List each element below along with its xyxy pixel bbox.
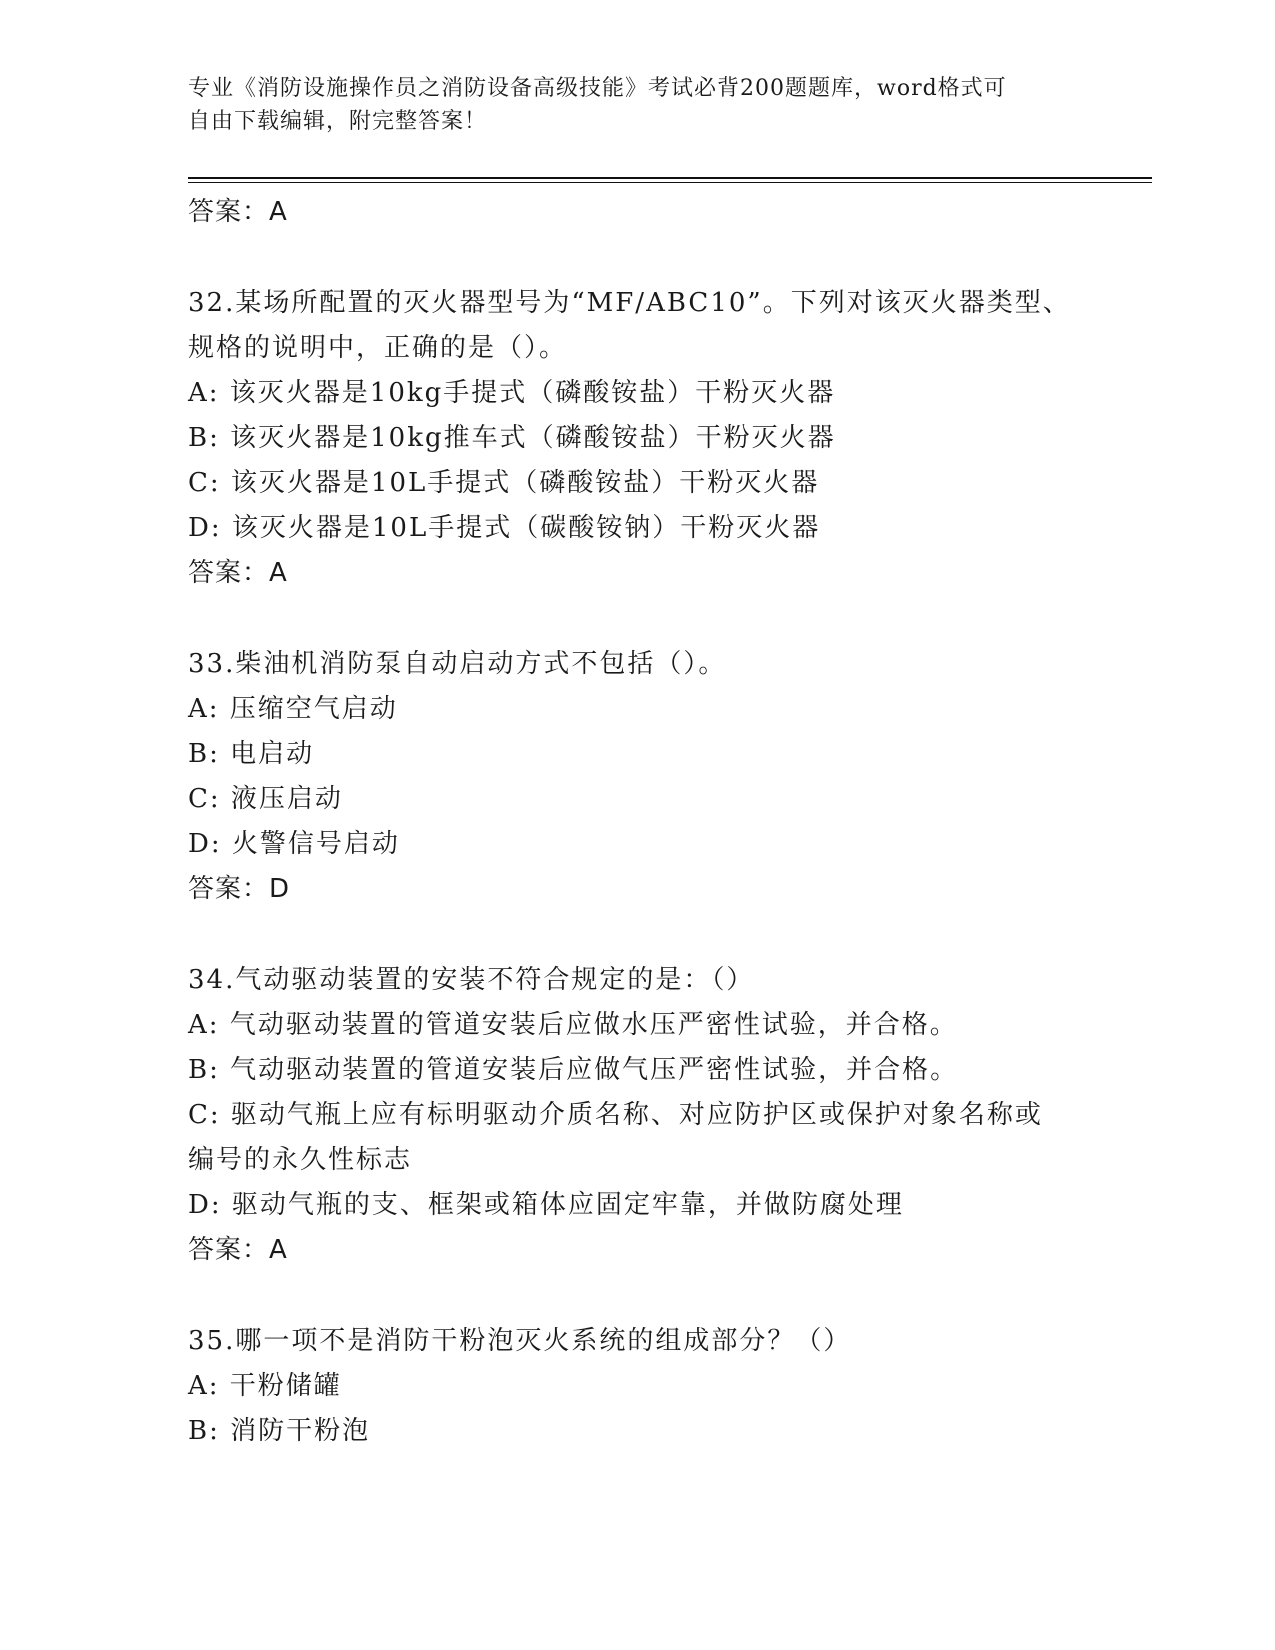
spacer [188,1273,1088,1319]
question-32 [188,281,1088,596]
question-stem-cont: 规格的说明中，正确的是（）。 [188,333,568,363]
header-line-2: 自由下载编辑，附完整答案！ [188,109,488,134]
answer: 答案：A [188,558,288,588]
option-c: C: 该灭火器是10L手提式（磷酸铵盐）干粉灭火器 [188,468,820,498]
option-b: B: 电启动 [188,739,315,769]
previous-answer: 答案：A [188,197,288,227]
question-list [188,190,1088,1454]
option-a: A: 该灭火器是10kg手提式（磷酸铵盐）干粉灭火器 [188,378,836,408]
option-a: A: 干粉储罐 [188,1371,342,1401]
option-a: A: 气动驱动装置的管道安装后应做水压严密性试验，并合格。 [188,1010,958,1040]
option-d: D: 驱动气瓶的支、框架或箱体应固定牢靠，并做防腐处理 [188,1190,904,1220]
answer: 答案：A [188,1235,288,1265]
question-stem: 33.柴油机消防泵自动启动方式不包括（）。 [188,649,727,679]
answer: 答案：D [188,874,291,904]
question-stem: 32.某场所配置的灭火器型号为“MF/ABC10”。下列对该灭火器类型、 [188,288,1071,318]
header-rule-thick [188,177,1152,179]
option-c: C: 液压启动 [188,784,343,814]
header-rule-thin [188,182,1152,183]
question-stem: 34.气动驱动装置的安装不符合规定的是：（） [188,965,755,995]
page-header [188,72,1068,138]
option-a: A: 压缩空气启动 [188,694,398,724]
option-b: B: 气动驱动装置的管道安装后应做气压严密性试验，并合格。 [188,1055,959,1085]
spacer [188,596,1088,642]
question-35 [188,1319,1088,1454]
option-b: B: 该灭火器是10kg推车式（磷酸铵盐）干粉灭火器 [188,423,836,453]
question-34 [188,958,1088,1273]
spacer [188,912,1088,958]
option-b: B: 消防干粉泡 [188,1416,371,1446]
question-33 [188,642,1088,912]
question-stem: 35.哪一项不是消防干粉泡灭火系统的组成部分？（） [188,1326,852,1356]
header-line-1: 专业《消防设施操作员之消防设备高级技能》考试必背200题题库，word格式可 [188,76,1007,101]
option-d: D: 该灭火器是10L手提式（碳酸铵钠）干粉灭火器 [188,513,821,543]
option-c: C: 驱动气瓶上应有标明驱动介质名称、对应防护区或保护对象名称或 [188,1100,1043,1130]
option-d: D: 火警信号启动 [188,829,400,859]
spacer [188,235,1088,281]
option-c-cont: 编号的永久性标志 [188,1145,413,1175]
